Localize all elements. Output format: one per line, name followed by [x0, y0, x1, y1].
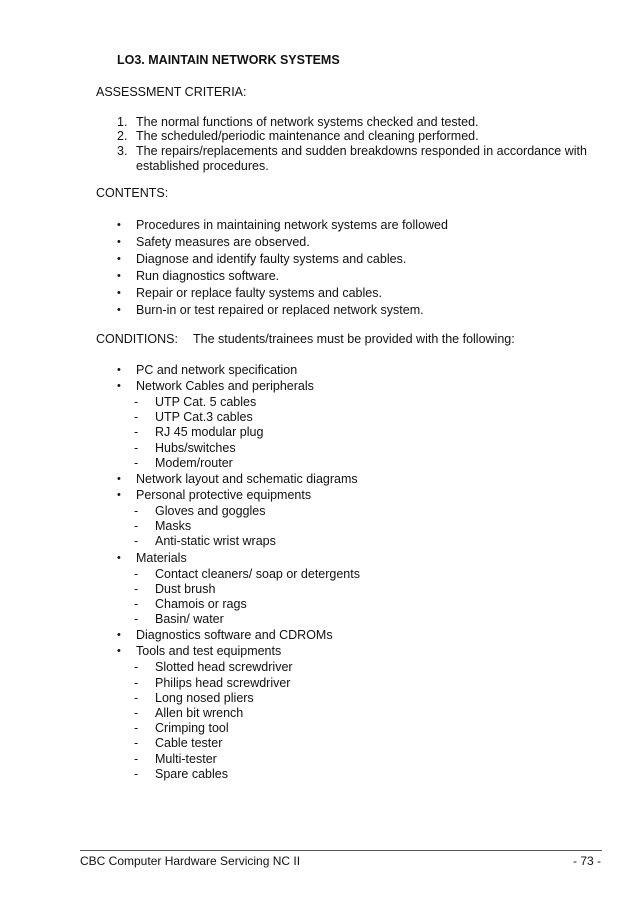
footer-divider	[80, 850, 602, 851]
conditions-item: Diagnostics software and CDROMs	[136, 628, 333, 643]
dash: -	[134, 660, 139, 675]
bullet: •	[117, 489, 121, 501]
criteria-item-continued: established procedures.	[136, 159, 269, 173]
dash: -	[134, 751, 139, 766]
conditions-subitem: RJ 45 modular plug	[155, 425, 264, 440]
page-number: - 73 -	[572, 854, 601, 868]
dash: -	[134, 455, 139, 470]
dash: -	[134, 766, 139, 781]
bullet: •	[117, 253, 121, 265]
conditions-subitem: Modem/router	[155, 455, 233, 470]
conditions-subitem: Crimping tool	[155, 721, 229, 736]
conditions-subitem: Slotted head screwdriver	[155, 660, 293, 675]
bullet: •	[117, 380, 121, 392]
conditions-item: Personal protective equipments	[136, 488, 312, 502]
bullet: •	[117, 364, 121, 376]
conditions-subitem: Long nosed pliers	[155, 690, 254, 705]
dash: -	[134, 706, 139, 720]
dash: -	[134, 612, 139, 627]
contents-item: Safety measures are observed.	[136, 235, 310, 249]
bullet: •	[117, 219, 121, 231]
conditions-heading: CONDITIONS:	[96, 332, 178, 346]
dash: -	[134, 581, 139, 596]
dash: -	[134, 597, 139, 611]
bullet: •	[117, 645, 121, 658]
conditions-intro: The students/trainees must be provided with the following:	[193, 332, 515, 346]
conditions-subitem: Hubs/switches	[155, 440, 236, 455]
dash: -	[134, 504, 139, 518]
bullet: •	[117, 287, 121, 299]
contents-item: Procedures in maintaining network systems are followed	[136, 218, 448, 232]
contents-item: Run diagnostics software.	[136, 269, 280, 283]
dash: -	[134, 534, 139, 549]
criteria-number: 1.	[117, 115, 128, 129]
conditions-subitem: Multi-tester	[155, 751, 217, 766]
conditions-subitem: Masks	[155, 519, 192, 534]
bullet: •	[117, 473, 121, 485]
bullet: •	[117, 629, 121, 642]
conditions-subitem: Allen bit wrench	[155, 706, 244, 720]
conditions-subitem: Basin/ water	[155, 612, 224, 627]
dash: -	[134, 675, 139, 690]
criteria-item: The scheduled/periodic maintenance and cleaning performed.	[136, 129, 479, 143]
criteria-number: 2.	[117, 129, 128, 143]
contents-item: Repair or replace faulty systems and cables.	[136, 286, 382, 300]
contents-heading: CONTENTS:	[96, 186, 169, 200]
criteria-item: The normal functions of network systems checked and tested.	[136, 115, 479, 129]
dash: -	[134, 440, 139, 455]
conditions-subitem: Contact cleaners/ soap or detergents	[155, 566, 360, 581]
criteria-number: 3.	[117, 144, 128, 158]
conditions-subitem: UTP Cat.3 cables	[155, 410, 253, 425]
dash: -	[134, 519, 139, 534]
contents-item: Burn-in or test repaired or replaced network system.	[136, 303, 424, 317]
dash: -	[134, 736, 139, 751]
assessment-heading: ASSESSMENT CRITERIA:	[96, 85, 247, 99]
conditions-item: PC and network specification	[136, 363, 298, 377]
criteria-item: The repairs/replacements and sudden breakdowns responded in accordance with	[136, 144, 587, 158]
conditions-subitem: Gloves and goggles	[155, 504, 266, 518]
learning-outcome-title: LO3. MAINTAIN NETWORK SYSTEMS	[117, 53, 340, 67]
conditions-item: Network layout and schematic diagrams	[136, 472, 358, 486]
bullet: •	[117, 270, 121, 282]
dash: -	[134, 566, 139, 581]
conditions-item: Tools and test equipments	[136, 644, 282, 659]
conditions-item: Network Cables and peripherals	[136, 379, 314, 393]
conditions-subitem: Anti-static wrist wraps	[155, 534, 276, 549]
conditions-subitem: Chamois or rags	[155, 597, 247, 611]
contents-item: Diagnose and identify faulty systems and cables.	[136, 252, 407, 266]
dash: -	[134, 425, 139, 440]
conditions-subitem: Spare cables	[155, 766, 228, 781]
bullet: •	[117, 551, 121, 564]
conditions-subitem: UTP Cat. 5 cables	[155, 395, 257, 409]
footer-title: CBC Computer Hardware Servicing NC II	[80, 854, 301, 868]
conditions-item: Materials	[136, 550, 187, 565]
dash: -	[134, 395, 139, 409]
conditions-subitem: Cable tester	[155, 736, 223, 751]
bullet: •	[117, 304, 121, 316]
dash: -	[134, 690, 139, 705]
bullet: •	[117, 236, 121, 248]
conditions-subitem: Dust brush	[155, 581, 216, 596]
dash: -	[134, 410, 139, 425]
dash: -	[134, 721, 139, 736]
conditions-subitem: Philips head screwdriver	[155, 675, 291, 690]
